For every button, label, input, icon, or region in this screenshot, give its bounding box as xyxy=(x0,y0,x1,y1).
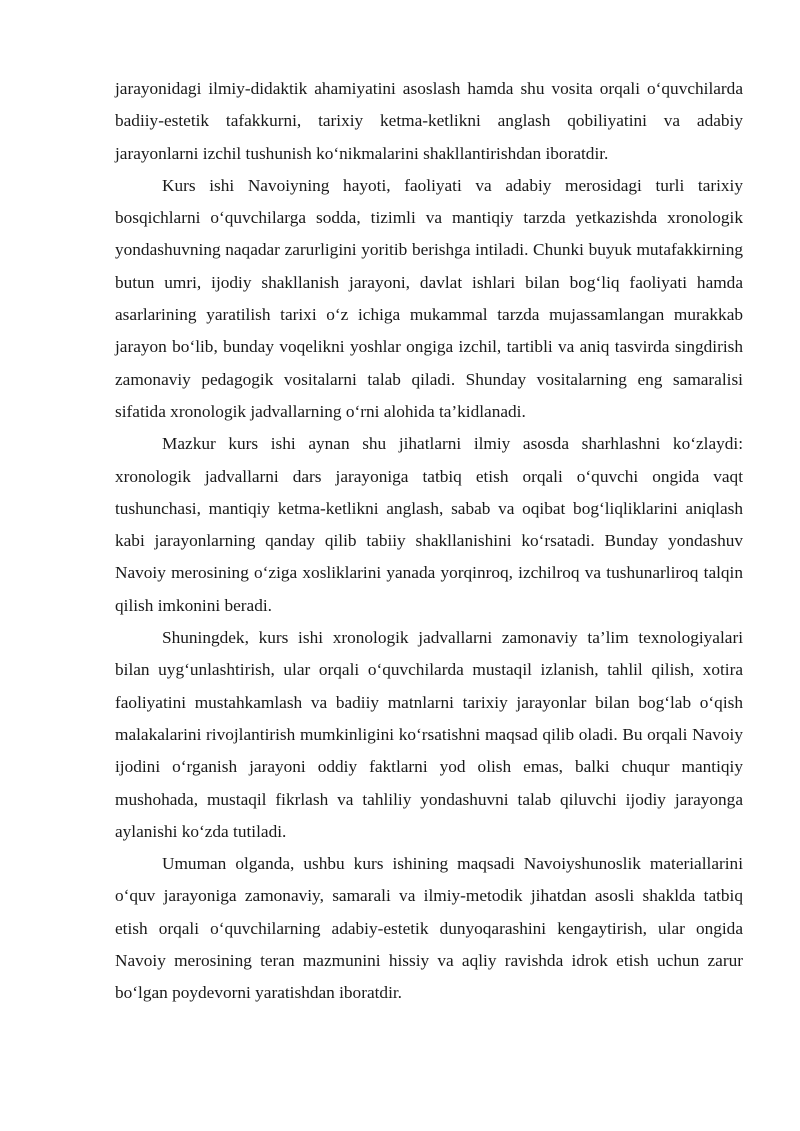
paragraph-conclusion: Umuman olganda, ushbu kurs ishining maqsadi Navoiyshunoslik materiallarini o‘quv jarayoniga zamonaviy, samarali va ilmiy-metodik jihatdan asosli shaklda tatbiq etish orqali o‘quvchilarning adabiy-estetik dunyoqarashini kengaytirish, ular ongida Navoiy merosining teran mazmunini hissiy va aqliy ravishda idrok etish uchun zarur bo‘lgan poydevorni yaratishdan iboratdir. xyxy=(115,854,743,1003)
paragraph-technology: Shuningdek, kurs ishi xronologik jadvallarni zamonaviy ta’lim texnologiyalari bilan uyg‘unlashtirish, ular orqali o‘quvchilarda mustaqil izlanish, tahlil qilish, xotira faoliyatini mustahkamlash va badiiy matnlarni tarixiy jarayonlar bilan bog‘lab o‘qish malakalarini rivojlantirish mumkinligini ko‘rsatishni maqsad qilib oladi. Bu orqali Navoiy ijodini o‘rganish jarayoni oddiy faktlarni yod olish emas, balki chuqur mantiqiy mushohada, mustaqil fikrlash va tahliliy yondashuvni talab qiluvchi ijodiy jarayonga aylanishi ko‘zda tutiladi. xyxy=(115,628,743,841)
document-page xyxy=(115,73,743,1010)
paragraph-course-goal: Kurs ishi Navoiyning hayoti, faoliyati va adabiy merosidagi turli tarixiy bosqichlarni o‘quvchilarga sodda, tizimli va mantiqiy tarzda yetkazishda xronologik yondashuvning naqadar zarurligini yoritib berishga intiladi. Chunki buyuk mutafakkirning butun umri, ijodiy shakllanish jarayoni, davlat ishlari bilan bog‘liq faoliyati hamda asarlarining yaratilish tarixi o‘z ichiga mukammal tarzda mujassamlangan murakkab jarayon bo‘lib, bunday voqelikni yoshlar ongiga izchil, tartibli va aniq tasvirda singdirish zamonaviy pedagogik vositalarni talab qiladi. Shunday vositalarning eng samaralisi sifatida xronologik jadvallarning o‘rni alohida ta’kidlanadi. xyxy=(115,175,743,421)
paragraph-continuation: jarayonidagi ilmiy-didaktik ahamiyatini asoslash hamda shu vosita orqali o‘quvchilarda badiiy-estetik tafakkurni, tarixiy ketma-ketlikni anglash qobiliyatini va adabiy jarayonlarni izchil tushunish ko‘nikmalarini shakllantirishdan iboratdir. xyxy=(115,79,743,163)
paragraph-chronology: Mazkur kurs ishi aynan shu jihatlarni ilmiy asosda sharhlashni ko‘zlaydi: xronologik jadvallarni dars jarayoniga tatbiq etish orqali o‘quvchi ongida vaqt tushunchasi, mantiqiy ketma-ketlikni anglash, sabab va oqibat bog‘liqliklarini aniqlash kabi jarayonlarning qanday qilib tabiiy shakllanishini ko‘rsatadi. Bunday yondashuv Navoiy merosining o‘ziga xosliklarini yanada yorqinroq, izchilroq va tushunarliroq talqin qilish imkonini beradi. xyxy=(115,434,743,615)
